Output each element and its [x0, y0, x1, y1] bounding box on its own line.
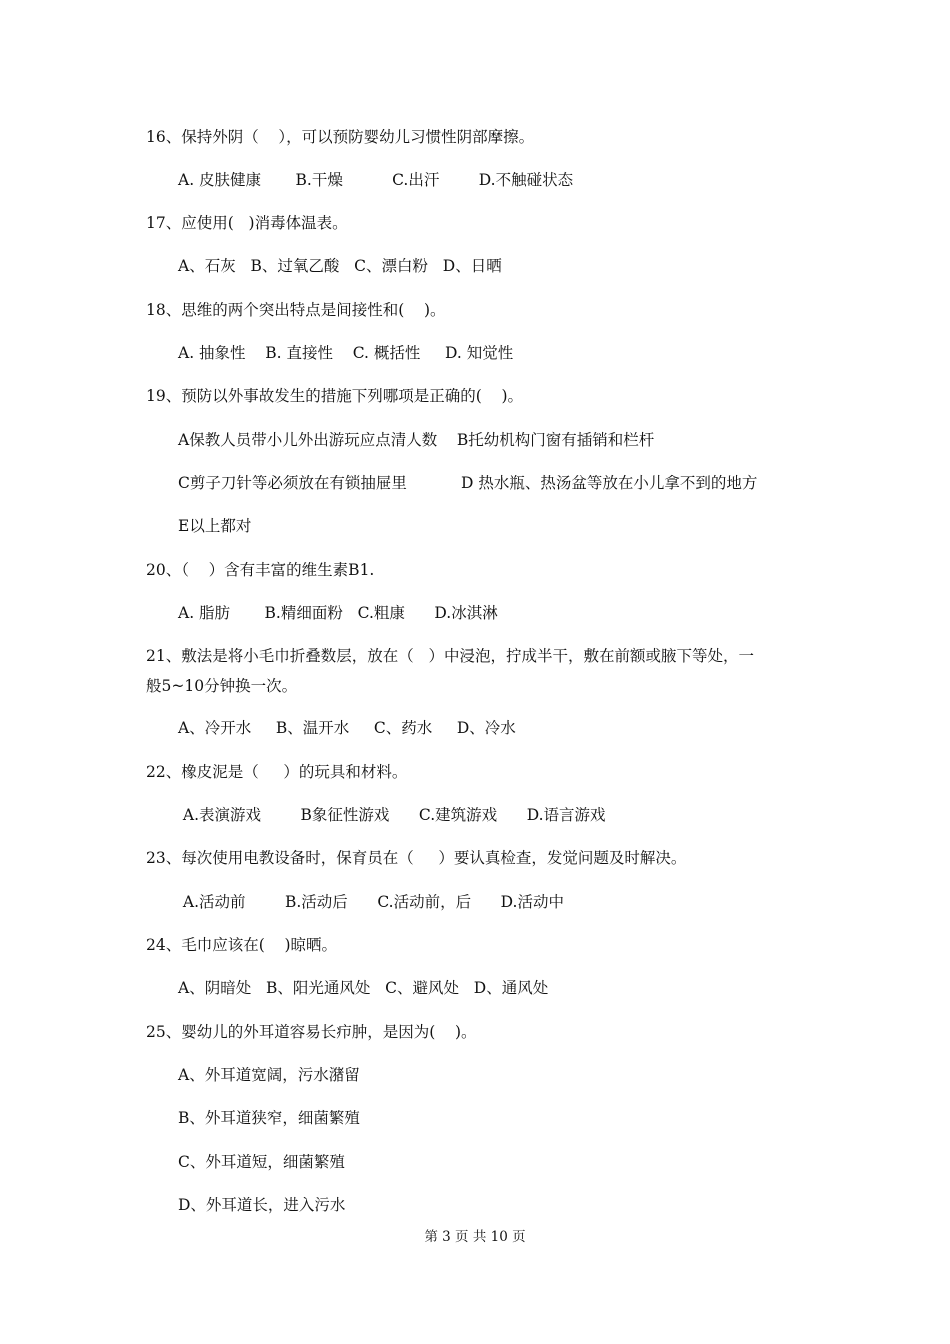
question-19-option-e: E以上都对 [178, 517, 252, 535]
question-17-stem: 17、应使用( )消毒体温表。 [146, 214, 348, 232]
question-25-option-b: B、外耳道狭窄，细菌繁殖 [178, 1109, 360, 1127]
question-19-stem: 19、预防以外事故发生的措施下列哪项是正确的( )。 [146, 387, 524, 405]
question-24-options: A、阴暗处 B、阳光通风处 C、避风处 D、通风处 [178, 979, 549, 997]
question-20-stem: 20、（ ）含有丰富的维生素B1. [146, 561, 375, 579]
question-25-stem: 25、婴幼儿的外耳道容易长疖肿，是因为( )。 [146, 1023, 477, 1041]
question-20-options: A. 脂肪 B.精细面粉 C.粗康 D.冰淇淋 [178, 604, 498, 622]
question-19-options-ab: A保教人员带小儿外出游玩应点清人数 B托幼机构门窗有插销和栏杆 [178, 431, 655, 449]
question-25-option-d: D、外耳道长，进入污水 [178, 1196, 346, 1214]
question-21-stem-line1: 21、敷法是将小毛巾折叠数层，放在（ ）中浸泡，拧成半干，敷在前额或腋下等处，一 [146, 647, 755, 665]
question-23-stem: 23、每次使用电教设备时，保育员在（ ）要认真检查，发觉问题及时解决。 [146, 849, 687, 867]
question-24-stem: 24、毛巾应该在( )晾晒。 [146, 936, 338, 954]
question-23-options: A.活动前 B.活动后 C.活动前，后 D.活动中 [178, 893, 564, 911]
question-16-stem: 16、保持外阴（ ），可以预防婴幼儿习惯性阴部摩擦。 [146, 128, 535, 146]
question-17-options: A、石灰 B、过氧乙酸 C、漂白粉 D、日晒 [178, 257, 502, 275]
question-18-options: A. 抽象性 B. 直接性 C. 概括性 D. 知觉性 [178, 344, 514, 362]
question-25-option-c: C、外耳道短，细菌繁殖 [178, 1153, 345, 1171]
question-25-option-a: A、外耳道宽阔，污水潴留 [178, 1066, 360, 1084]
question-21-options: A、冷开水 B、温开水 C、药水 D、冷水 [178, 719, 516, 737]
question-22-stem: 22、橡皮泥是（ ）的玩具和材料。 [146, 763, 408, 781]
question-22-options: A.表演游戏 B象征性游戏 C.建筑游戏 D.语言游戏 [178, 806, 606, 824]
question-19-options-cd: C剪子刀针等必须放在有锁抽屉里 D 热水瓶、热汤盆等放在小儿拿不到的地方 [178, 474, 758, 492]
question-16-options: A. 皮肤健康 B.干燥 C.出汗 D.不触碰状态 [178, 171, 574, 189]
question-18-stem: 18、思维的两个突出特点是间接性和( )。 [146, 301, 446, 319]
question-21-stem-line2: 般5~10分钟换一次。 [146, 677, 298, 695]
page-number-footer: 第 3 页 共 10 页 [424, 1229, 526, 1245]
